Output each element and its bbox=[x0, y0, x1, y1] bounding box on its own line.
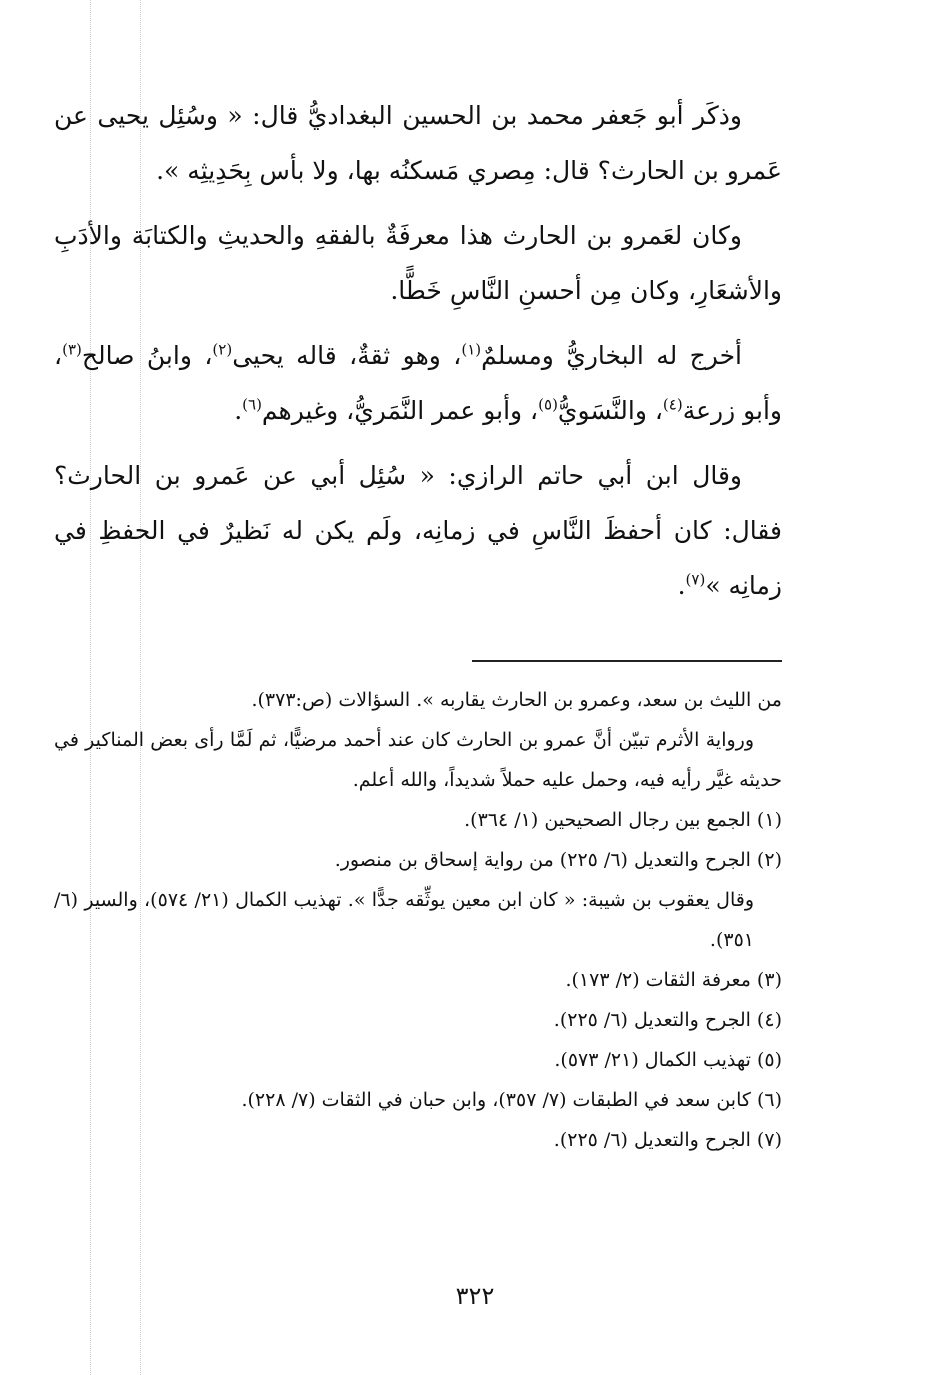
paragraph-text: ، وهو ثقةٌ، قاله يحيى bbox=[232, 341, 462, 370]
paragraph-text: وذكَر أبو جَعفر محمد بن الحسين البغداديُّ قال: « وسُئِل يحيى عن عَمرو بن الحارث؟ قال: مِصري مَسكنُه بها، ولا بأس بِحَدِيثِه ». bbox=[54, 101, 782, 185]
footnote-3: (٣) معرفة الثقات (٢/ ١٧٣). bbox=[565, 969, 782, 991]
paragraph-text: ، وأبو زرعة bbox=[54, 341, 782, 425]
footnote-ref-6[interactable]: (٦) bbox=[242, 395, 262, 414]
footnote-ref-1[interactable]: (١) bbox=[461, 340, 482, 359]
footnote-ref-2[interactable]: (٢) bbox=[212, 340, 233, 359]
footnote-ref-4[interactable]: (٤) bbox=[662, 395, 683, 414]
page-number: ٣٢٢ bbox=[455, 1282, 495, 1310]
paragraph-text: وكان لعَمرو بن الحارث هذا معرفَةٌ بالفقهِ والحديثِ والكتابَة والأدَبِ والأشعَارِ، وكان مِن أحسنِ النَّاسِ خَطًّا. bbox=[54, 221, 782, 305]
main-text bbox=[54, 88, 782, 623]
paragraph-text: ، والنَّسَويُّ bbox=[557, 396, 663, 425]
paragraph-text: ، وابنُ صالح bbox=[81, 341, 213, 370]
paragraph-text: أخرج له البخاريُّ ومسلمٌ bbox=[481, 341, 742, 370]
footnote-5: (٥) تهذيب الكمال (٢١/ ٥٧٣). bbox=[554, 1049, 782, 1071]
footnote-2-continuation: وقال يعقوب بن شيبة: « كان ابن معين يوثِّقه جدًّا ». تهذيب الكمال (٢١/ ٥٧٤)، والسير (٦/ ٣٥١). bbox=[54, 889, 754, 951]
footnote-continuation: ورواية الأثرم تبيّن أنَّ عمرو بن الحارث كان عند أحمد مرضيًّا، ثم لَمَّا رأى بعض المناكير في حديثه غيَّر رأيه فيه، وحمل عليه حملاً شديداً، والله أعلم. bbox=[54, 729, 782, 791]
footnote-4: (٤) الجرح والتعديل (٦/ ٢٢٥). bbox=[553, 1009, 782, 1031]
footnote-ref-3[interactable]: (٣) bbox=[62, 340, 82, 359]
footnote-1: (١) الجمع بين رجال الصحيحين (١/ ٣٦٤). bbox=[464, 809, 782, 831]
paragraph-text: . bbox=[234, 396, 243, 425]
paragraph-text: وقال ابن أبي حاتم الرازي: « سُئِل أبي عن عَمرو بن الحارث؟ فقال: كان أحفظَ النَّاسِ في زمانِه، ولَم يكن له نَظيرٌ في الحفظِ في زمانِه » bbox=[54, 461, 782, 600]
paragraph-text: . bbox=[677, 571, 686, 600]
footnote-ref-7[interactable]: (٧) bbox=[685, 570, 706, 589]
footnote-2: (٢) الجرح والتعديل (٦/ ٢٢٥) من رواية إسحاق بن منصور. bbox=[334, 849, 782, 871]
footnote-ref-5[interactable]: (٥) bbox=[538, 395, 558, 414]
footnote-6: (٦) كابن سعد في الطبقات (٧/ ٣٥٧)، وابن حبان في الثقات (٧/ ٢٢٨). bbox=[241, 1089, 782, 1111]
paragraph-text: ، وأبو عمر النَّمَريُّ، وغيرهم bbox=[261, 396, 539, 425]
paragraph-1 bbox=[54, 88, 782, 198]
paragraph-3 bbox=[54, 328, 782, 438]
footnote-separator bbox=[472, 660, 782, 662]
footnotes bbox=[54, 680, 782, 1160]
paragraph-2 bbox=[54, 208, 782, 318]
paragraph-4 bbox=[54, 448, 782, 613]
footnote-continuation: من الليث بن سعد، وعمرو بن الحارث يقاربه ». السؤالات (ص:٣٧٣). bbox=[251, 689, 782, 711]
footnote-7: (٧) الجرح والتعديل (٦/ ٢٢٥). bbox=[553, 1129, 782, 1151]
